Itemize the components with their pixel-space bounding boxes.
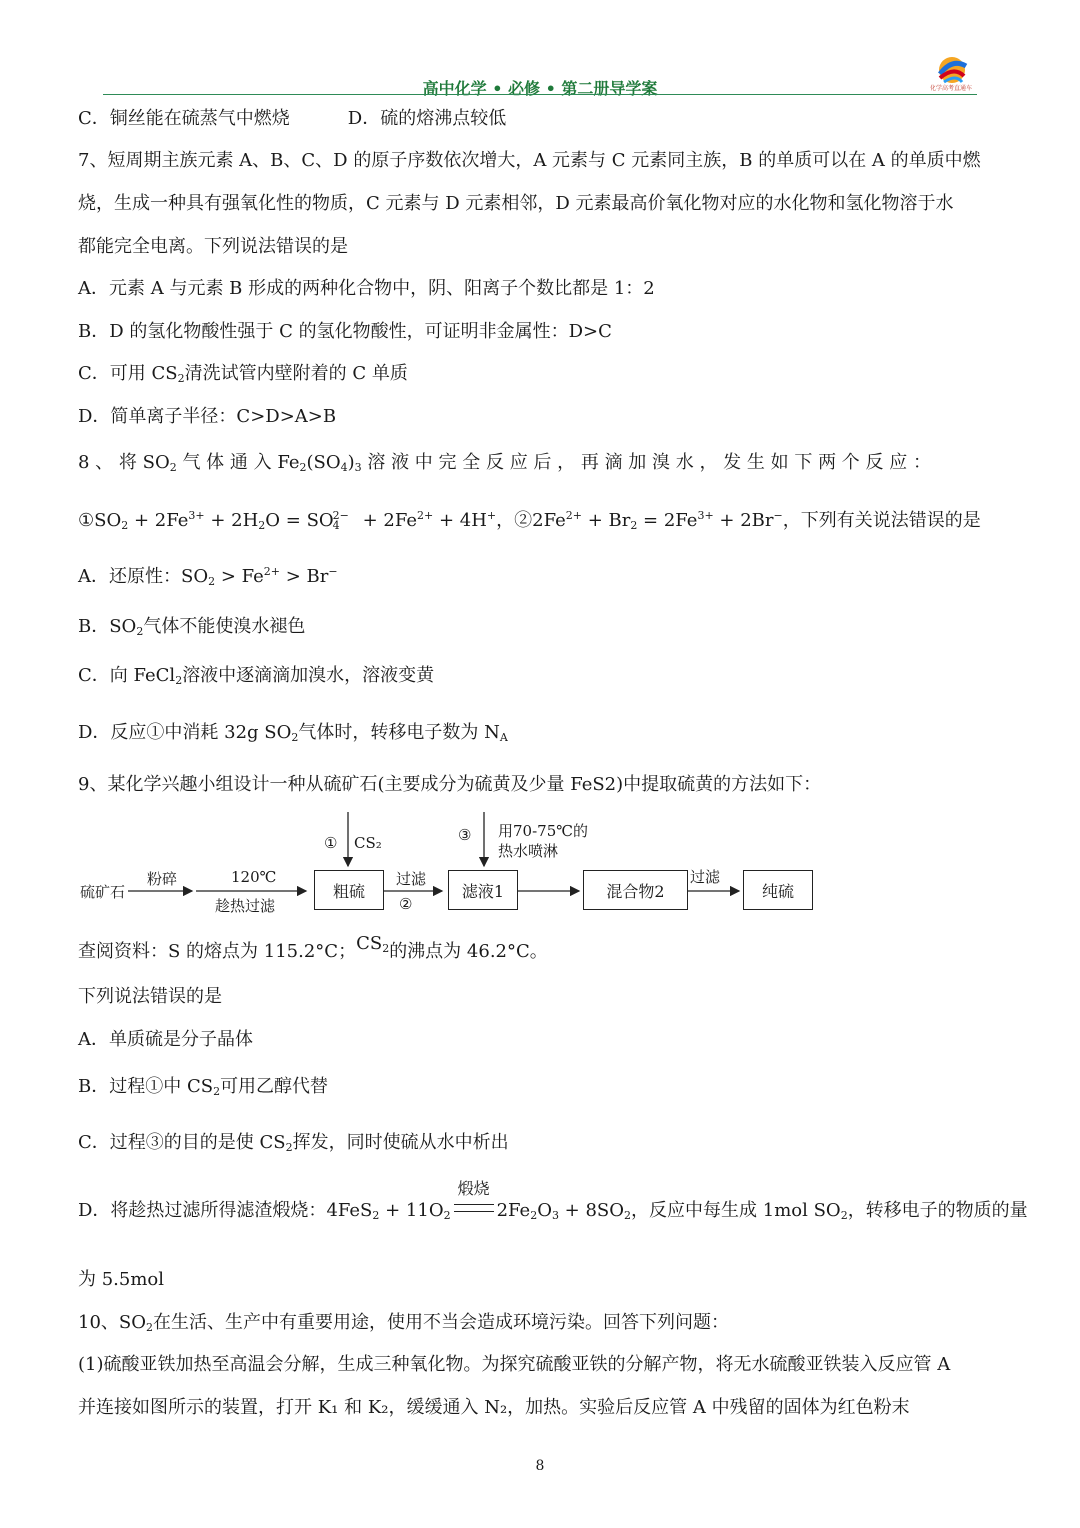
q10-stem-pre: 10、SO <box>78 1312 146 1333</box>
q8-stem-line1: 8 、 将 $SO_2$ 气 体 通 入 $Fe_2(SO_4)_3$ 溶 液 中 完 全 反 应 后 ， 再 滴 加 溴 水 ， 发 生 如 下 两 个 反 应 ： <box>78 452 931 474</box>
q9-option-d-post2: ，转移电子的物质的量 <box>847 1200 1028 1221</box>
header-rule <box>103 94 977 95</box>
q7-option-c-pre: C．可用 CS <box>78 363 178 384</box>
q9-stem: 9、某化学兴趣小组设计一种从硫矿石(主要成分为硫黄及少量 FeS2)中提取硫黄的方法如下： <box>78 774 822 795</box>
q10-part1-line2: 并连接如图所示的装置，打开 K₁ 和 K₂，缓缓通入 N₂，加热。实验后反应管 A 中残留的固体为红色粉末 <box>78 1397 910 1418</box>
flow-step3-filter: 过滤 <box>396 870 427 888</box>
flow-step1-label: 粉碎 <box>147 870 178 888</box>
page-header-title: 高中化学 • 必修 • 第二册导学案 <box>422 79 658 98</box>
q9-option-a: A．单质硫是分子晶体 <box>78 1029 253 1050</box>
q9-option-d-pre: D．将趁热过滤所得滤渣煅烧： <box>78 1200 327 1221</box>
reaction-condition-label: 煅烧 <box>457 1179 490 1198</box>
q9-option-d-post: ，反应中每生成 1mol SO <box>631 1200 841 1221</box>
q9-option-c-post: 挥发，同时使硫从水中析出 <box>292 1132 509 1153</box>
q8-stem-mid: 气 体 通 入 Fe <box>176 452 300 473</box>
q8-option-b: B．$SO_2$气体不能使溴水褪色 <box>78 616 306 638</box>
page-number: 8 <box>535 1458 545 1474</box>
q9-option-c: C．过程③的目的是使 $CS_2$挥发，同时使硫从水中析出 <box>78 1132 509 1154</box>
q7-option-c: C．可用 $CS_2$清洗试管内壁附着的 C 单质 <box>78 363 408 385</box>
q9-info-pre: 查阅资料：S 的熔点为 115.2°C； <box>78 941 357 962</box>
reaction-condition <box>451 1179 497 1222</box>
flow-step2-temp: 120℃ <box>231 868 277 886</box>
q7-option-d: D．简单离子半径：C>D>A>B <box>78 406 337 427</box>
flow-add3-line2: 热水喷淋 <box>498 842 559 860</box>
q7-option-b: B．D 的氢化物酸性强于 C 的氢化物酸性，可证明非金属性：D>C <box>78 321 612 342</box>
q9-option-b: B．过程①中 $CS_2$可用乙醇代替 <box>78 1076 329 1098</box>
q6-options-cd <box>78 108 506 130</box>
flow-box-crude-sulfur: 粗硫 <box>314 870 384 910</box>
q9-info-post: 的沸点为 46.2°C。 <box>389 941 548 962</box>
flow-step3-num: ② <box>399 895 413 913</box>
q6-option-d: D．硫的熔沸点较低 <box>347 108 507 129</box>
q9-option-c-pre: C．过程③的目的是使 CS <box>78 1132 286 1153</box>
q10-stem-post: 在生活、生产中有重要用途，使用不当会造成环境污染。回答下列问题： <box>153 1312 729 1333</box>
flow-add3-line1: 用70-75℃的 <box>498 822 589 840</box>
flow-add3-num: ③ <box>458 826 472 844</box>
q9-info: 查阅资料：S 的熔点为 115.2°C；$CS_2$的沸点为 46.2°C。 <box>78 933 548 962</box>
q10-part1-line1: (1)硫酸亚铁加热至高温会分解，生成三种氧化物。为探究硫酸亚铁的分解产物，将无水硫酸亚铁装入反应管 A <box>78 1354 951 1375</box>
q9-option-b-post: 可用乙醇代替 <box>220 1076 329 1097</box>
q7-stem-line2: 烧，生成一种具有强氧化性的物质，C 元素与 D 元素相邻，D 元素最高价氧化物对应的水化物和氢化物溶于水 <box>78 193 954 214</box>
flow-box-pure-sulfur: 纯硫 <box>743 870 813 910</box>
q8-stem-pre: 8 、 将 SO <box>78 452 170 473</box>
q8-option-d-post: 气体时，转移电子数为 N <box>298 722 500 743</box>
q9-option-d-cont: 为 5.5mol <box>78 1269 165 1290</box>
flow-step2-filter: 趁热过滤 <box>215 897 276 915</box>
q6-option-c: C．铜丝能在硫蒸气中燃烧 <box>78 108 290 129</box>
flow-step4-filter: 过滤 <box>690 868 721 886</box>
flow-start-ore: 硫矿石 <box>80 883 126 901</box>
q7-stem-line3: 都能完全电离。下列说法错误的是 <box>78 236 348 257</box>
q9-ask: 下列说法错误的是 <box>78 986 222 1007</box>
q8-option-d: D．反应①中消耗 32g $SO_2$气体时，转移电子数为 $N_A$ <box>78 722 508 744</box>
q8-stem-mid2: (SO <box>306 452 341 473</box>
logo-text: 化学高考直通车 <box>929 85 972 92</box>
q10-stem: 10、$SO_2$在生活、生产中有重要用途，使用不当会造成环境污染。回答下列问题： <box>78 1312 729 1334</box>
q8-option-a-pre: A．还原性： <box>78 566 181 587</box>
q8-stem-tail: ，下列有关说法错误的是 <box>782 510 981 531</box>
q7-option-a: A．元素 A 与元素 B 形成的两种化合物中，阴、阳离子个数比都是 1：2 <box>78 278 655 299</box>
flow-add1-num: ① <box>324 834 338 852</box>
q8-option-b-post: 气体不能使溴水褪色 <box>143 616 306 637</box>
q8-option-c-post: 溶液中逐滴滴加溴水，溶液变黄 <box>182 665 435 686</box>
q7-stem-line1: 7、短周期主族元素 A、B、C、D 的原子序数依次增大，A 元素与 C 元素同主族，B 的单质可以在 A 的单质中燃 <box>78 150 981 171</box>
q8-equations: $①SO_2 + 2Fe^{3+} + 2H_2O = SO_4^{2-} + 2Fe^{2+} + 4H^+$，$②2Fe^{2+} + Br_2 = 2Fe^{3+} + 2Br^-$，下列有关说法错误的是 <box>78 509 981 532</box>
q7-option-c-post: 清洗试管内壁附着的 C 单质 <box>184 363 408 384</box>
q8-option-d-pre: D．反应①中消耗 32g SO <box>78 722 292 743</box>
q9-option-b-pre: B．过程①中 CS <box>78 1076 214 1097</box>
flow-box-mixture2: 混合物2 <box>583 870 688 910</box>
q8-option-c-pre: C．向 FeCl <box>78 665 176 686</box>
flow-add1-cs2: CS₂ <box>354 834 382 852</box>
flow-box-filtrate1: 滤液1 <box>448 870 518 910</box>
q8-option-a: A．还原性：$SO_2 > Fe^{2+} > Br^-$ <box>78 565 338 588</box>
q9-option-d: D．将趁热过滤所得滤渣煅烧：$4FeS_2 + 11O_2$ 煅烧 $2Fe_2O_3 + 8SO_2$，反应中每生成 1mol $SO_2$，转移电子的物质的量 <box>78 1179 1028 1222</box>
q8-option-c: C．向 FeCl$_2$溶液中逐滴滴加溴水，溶液变黄 <box>78 665 435 687</box>
process-flow-diagram <box>76 812 836 920</box>
q8-stem-post: 溶 液 中 完 全 反 应 后 ， 再 滴 加 溴 水 ， 发 生 如 下 两 个 反 应 ： <box>361 452 931 473</box>
